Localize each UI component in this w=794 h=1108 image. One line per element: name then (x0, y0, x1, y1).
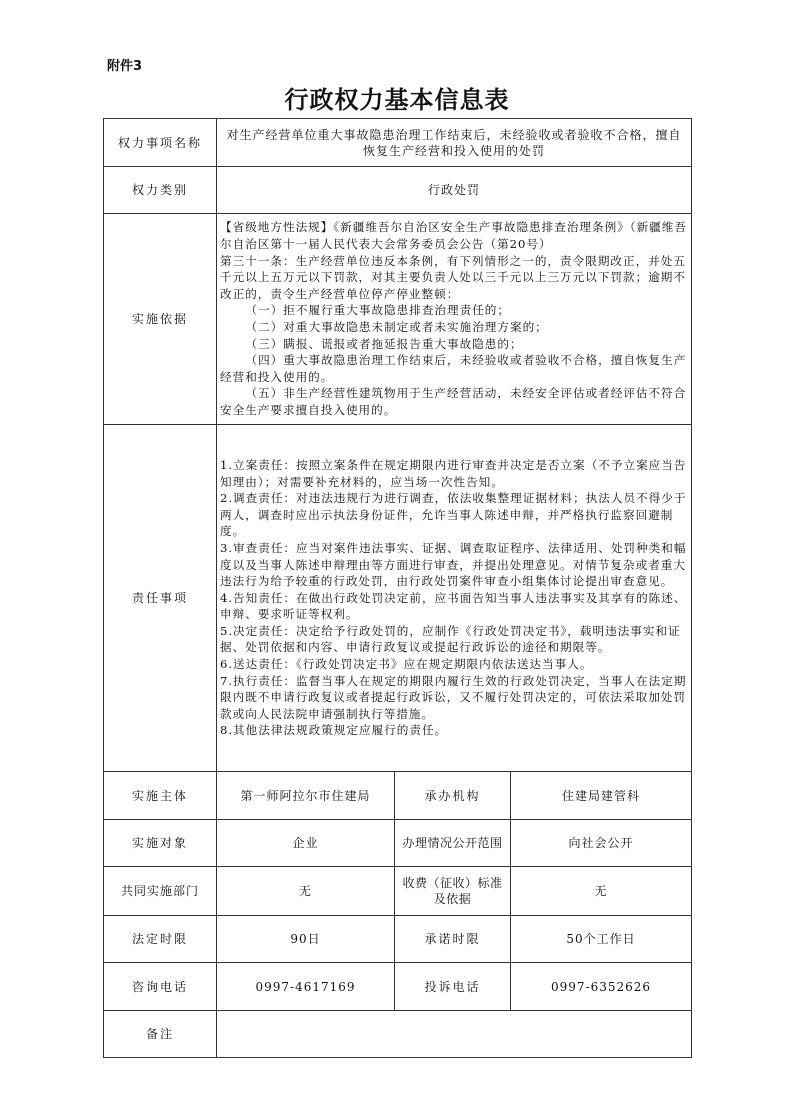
joint-department-value: 无 (217, 867, 395, 916)
duty-item: 6.送达责任：《行政处罚决定书》应在规定期限内依法送达当事人。 (220, 657, 593, 672)
basis-paragraph: （二）对重大事故隐患未制定或者未实施治理方案的； (245, 320, 548, 334)
duty-item: 5.决定责任：决定给予行政处罚的，应制作《行政处罚决定书》，载明违法事实和证据、处罚依据和内容、申请行政复议或提起行政诉讼的途径和期限等。 (220, 623, 681, 655)
row-time-limit (104, 916, 692, 963)
basis-paragraph: 【省级地方性法规】《新疆维吾尔自治区安全生产事故隐患排查治理条例》（新疆维吾尔自治区第十一届人民代表大会常务委员会公告（第20号） (220, 220, 687, 252)
fee-standard-label: 收费（征收）标准及依据 (395, 867, 511, 916)
row-remarks (104, 1011, 692, 1058)
handling-agency-value: 住建局建管科 (511, 772, 692, 820)
remarks-label: 备注 (104, 1011, 217, 1058)
basis-paragraph: （一）拒不履行重大事故隐患排查治理责任的； (245, 303, 510, 318)
basis-paragraph: 第三十一条：生产经营单位违反本条例，有下列情形之一的，责令限期改正，并处五千元以上五万元以下罚款，对其主要负责人处以三千元以上三万元以下罚款；逾期不改正的，责令生产经营单位停产停业整顿： (220, 253, 686, 301)
basis-paragraph: （三）瞒报、谎报或者拖延报告重大事故隐患的； (245, 336, 523, 351)
legal-time-limit-value: 90日 (217, 916, 395, 963)
power-name-value: 对生产经营单位重大事故隐患治理工作结束后，未经验收或者验收不合格，擅自恢复生产经营和投入使用的处罚 (217, 119, 692, 167)
info-table (103, 118, 692, 1058)
disclosure-scope-value: 向社会公开 (511, 820, 692, 867)
promised-time-limit-value: 50个工作日 (511, 916, 692, 963)
row-target (104, 820, 692, 867)
target-label: 实施对象 (104, 820, 217, 867)
complaint-phone-label: 投诉电话 (395, 963, 511, 1011)
row-implementing-body (104, 772, 692, 820)
target-value: 企业 (217, 820, 395, 867)
joint-department-label: 共同实施部门 (104, 867, 217, 916)
consult-phone-label: 咨询电话 (104, 963, 217, 1011)
attachment-label: 附件3 (107, 59, 143, 74)
power-name-label: 权力事项名称 (104, 119, 217, 167)
basis-paragraph: （四）重大事故隐患治理工作结束后，未经验收或者验收不合格，擅自恢复生产经营和投入使用的。 (220, 353, 687, 384)
page-title: 行政权力基本信息表 (284, 85, 510, 114)
row-phones (104, 963, 692, 1011)
duties-value (217, 425, 692, 772)
duty-item: 2.调查责任：对违法违规行为进行调查，依法收集整理证据材料；执法人员不得少于两人，调查时应出示执法身份证件，允许当事人陈述申辩，并严格执行监察回避制度。 (220, 491, 687, 539)
duties-label: 责任事项 (104, 425, 217, 772)
handling-agency-label: 承办机构 (395, 772, 511, 820)
implementing-body-label: 实施主体 (104, 772, 217, 820)
duty-item: 1.立案责任：按照立案条件在规定期限内进行审查并决定是否立案（不予立案应当告知理由）；对需要补充材料的，应当场一次性告知。 (220, 457, 687, 489)
power-category-value: 行政处罚 (217, 167, 692, 214)
duty-item: 3.审查责任：应当对案件违法事实、证据、调查取证程序、法律适用、处罚种类和幅度以及当事人陈述申辩理由等方面进行审查，并提出处理意见。对情节复杂或者重大违法行为给予较重的行政处罚，由行政处罚案件审查小组集体讨论提出审查意见。 (220, 540, 687, 589)
row-duties (104, 425, 692, 772)
power-category-label: 权力类别 (104, 167, 217, 214)
disclosure-scope-label: 办理情况公开范围 (395, 820, 511, 867)
basis-value (217, 214, 692, 425)
row-power-category (104, 167, 692, 214)
row-basis (104, 214, 692, 425)
duty-item: 4.告知责任：在做出行政处罚决定前，应书面告知当事人违法事实及其享有的陈述、申辩、要求听证等权利。 (220, 590, 687, 622)
row-power-name (104, 119, 692, 167)
fee-standard-value: 无 (511, 867, 692, 916)
legal-time-limit-label: 法定时限 (104, 916, 217, 963)
basis-label: 实施依据 (104, 214, 217, 425)
complaint-phone-value: 0997-6352626 (511, 963, 692, 1011)
duty-item: 7.执行责任：监督当事人在规定的期限内履行生效的行政处罚决定，当事人在法定期限内既不申请行政复议或者提起行政诉讼，又不履行处罚决定的，可依法采取加处罚款或向人民法院申请强制执行等措施。 (220, 673, 687, 721)
consult-phone-value: 0997-4617169 (217, 963, 395, 1011)
row-joint-department (104, 867, 692, 916)
duty-item: 8.其他法律法规政策规定应履行的责任。 (220, 723, 448, 738)
implementing-body-value: 第一师阿拉尔市住建局 (217, 772, 395, 820)
remarks-value (217, 1011, 692, 1058)
basis-paragraph: （五）非生产经营性建筑物用于生产经营活动，未经安全评估或者经评估不符合安全生产要求擅自投入使用的。 (220, 386, 687, 417)
promised-time-limit-label: 承诺时限 (395, 916, 511, 963)
